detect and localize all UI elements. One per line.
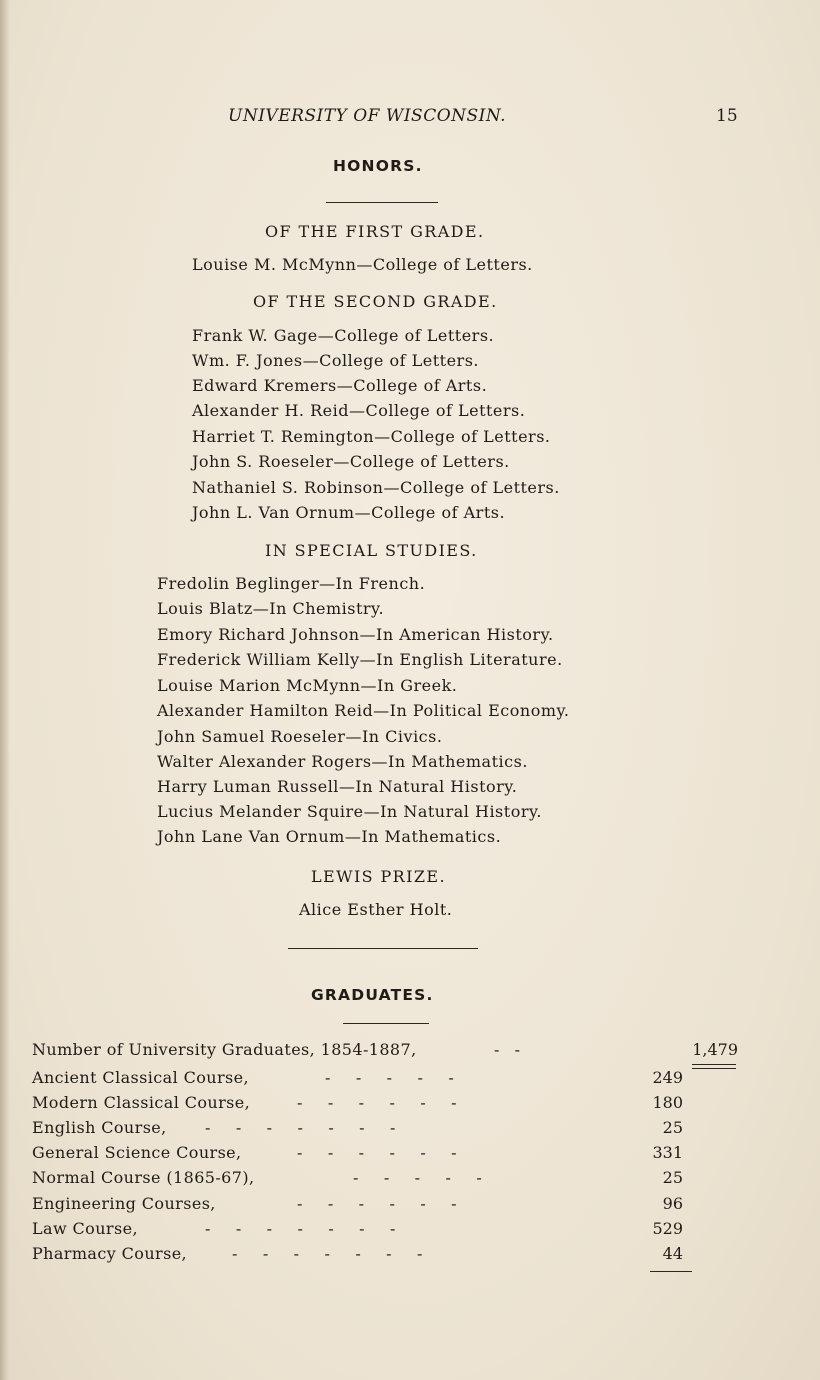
second-grade-entry: Wm. F. Jones—College of Letters. (192, 351, 479, 370)
second-grade-entry: Nathaniel S. Robinson—College of Letters. (192, 478, 560, 497)
total-double-rule-bottom (692, 1068, 736, 1069)
second-grade-entry: John L. Van Ornum—College of Arts. (192, 503, 506, 522)
second-grade-entry: Harriet T. Remington—College of Letters. (192, 427, 551, 446)
special-studies-entry: Fredolin Beglinger—In French. (157, 574, 426, 593)
course-leader: - - - - - (353, 1168, 482, 1187)
special-studies-entry: Alexander Hamilton Reid—In Political Economy. (157, 701, 570, 720)
special-studies-entry: Emory Richard Johnson—In American History. (157, 625, 554, 644)
special-studies-entry: Louise Marion McMynn—In Greek. (157, 676, 458, 695)
special-studies-entry: Walter Alexander Rogers—In Mathematics. (157, 752, 528, 771)
second-grade-entry: Frank W. Gage—College of Letters. (192, 326, 495, 345)
course-label: Engineering Courses, (32, 1194, 216, 1213)
sum-rule (650, 1271, 692, 1272)
total-double-rule-top (692, 1064, 736, 1065)
course-value: 25 (662, 1168, 683, 1187)
graduates-total-label: Number of University Graduates, 1854-1887, (32, 1040, 417, 1059)
running-head: UNIVERSITY OF WISCONSIN. (228, 106, 507, 126)
course-leader: - - - - - - (297, 1143, 457, 1162)
second-grade-entry: Edward Kremers—College of Arts. (192, 376, 488, 395)
course-leader: - - - - - - (297, 1194, 457, 1213)
course-value: 96 (662, 1194, 683, 1213)
course-value: 331 (652, 1143, 683, 1162)
course-leader: - - - - - - - (205, 1118, 396, 1137)
first-grade-entry: Louise M. McMynn—College of Letters. (192, 255, 533, 274)
first-grade-heading: OF THE FIRST GRADE. (265, 222, 485, 241)
course-label: English Course, (32, 1118, 167, 1137)
course-leader: - - - - - - - (205, 1219, 396, 1238)
special-studies-entry: Frederick William Kelly—In English Literature. (157, 650, 563, 669)
honors-title: HONORS. (333, 157, 423, 175)
special-studies-entry: Louis Blatz—In Chemistry. (157, 599, 385, 618)
course-value: 44 (662, 1244, 683, 1263)
graduates-rule (343, 1023, 429, 1024)
special-studies-entry: Lucius Melander Squire—In Natural History. (157, 802, 542, 821)
special-studies-entry: John Lane Van Ornum—In Mathematics. (157, 827, 502, 846)
second-grade-entry: John S. Roeseler—College of Letters. (192, 452, 510, 471)
course-leader: - - - - - - (297, 1093, 457, 1112)
page-number: 15 (716, 106, 738, 126)
special-studies-entry: Harry Luman Russell—In Natural History. (157, 777, 518, 796)
course-label: Modern Classical Course, (32, 1093, 251, 1112)
page-binding-edge (0, 0, 10, 1380)
second-grade-entry: Alexander H. Reid—College of Letters. (192, 401, 526, 420)
course-value: 529 (652, 1219, 683, 1238)
course-label: General Science Course, (32, 1143, 242, 1162)
lewis-prize-heading: LEWIS PRIZE. (311, 867, 446, 886)
second-grade-heading: OF THE SECOND GRADE. (253, 292, 498, 311)
course-value: 25 (662, 1118, 683, 1137)
honors-rule (326, 202, 438, 203)
section-divider (288, 948, 478, 949)
course-label: Ancient Classical Course, (32, 1068, 249, 1087)
graduates-title: GRADUATES. (311, 986, 434, 1004)
special-studies-heading: IN SPECIAL STUDIES. (265, 541, 478, 560)
special-studies-entry: John Samuel Roeseler—In Civics. (157, 727, 443, 746)
lewis-prize-winner: Alice Esther Holt. (299, 900, 453, 919)
graduates-total-value: 1,479 (692, 1040, 738, 1059)
course-value: 249 (652, 1068, 683, 1087)
course-leader: - - - - - (325, 1068, 454, 1087)
course-label: Law Course, (32, 1219, 138, 1238)
course-leader: - - - - - - - (232, 1244, 423, 1263)
graduates-total-leader: - - (494, 1040, 521, 1059)
course-label: Normal Course (1865-67), (32, 1168, 255, 1187)
course-value: 180 (652, 1093, 683, 1112)
course-label: Pharmacy Course, (32, 1244, 188, 1263)
